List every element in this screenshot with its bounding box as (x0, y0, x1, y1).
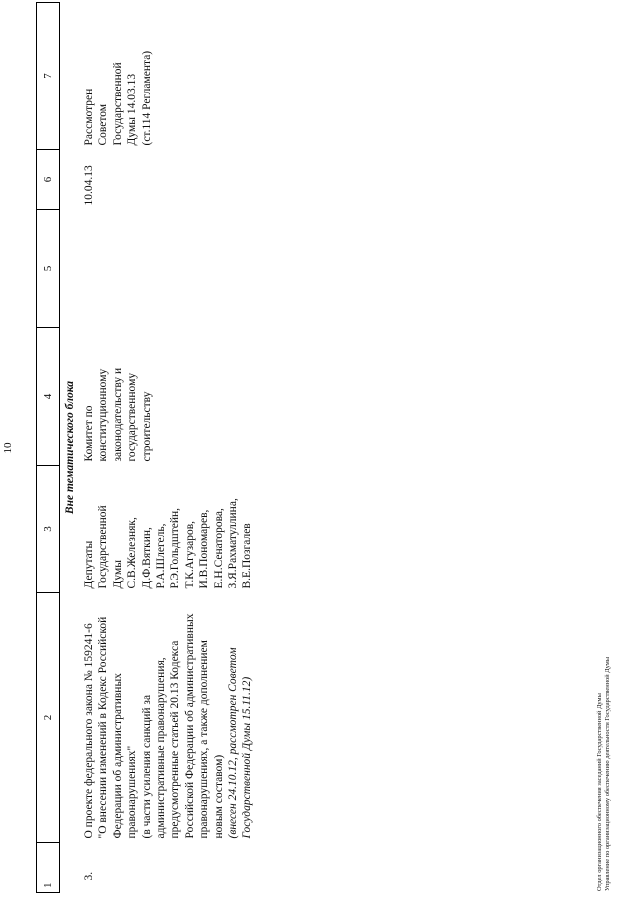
status-line: Думы 14.03.13 (126, 73, 139, 146)
section-row (60, 3, 81, 893)
column-number: 2 (37, 593, 60, 843)
description-line: (в части усиления санкций за (140, 694, 153, 839)
description-line: административные правонарушения, (155, 657, 168, 839)
committee-line: государственному (126, 372, 139, 462)
author-line: Т.К.Агузаров, (183, 520, 196, 589)
column5-cell (80, 210, 255, 328)
item-number: 3. (83, 871, 95, 881)
description-line: правонарушениях" (126, 745, 139, 839)
date-cell (80, 150, 255, 210)
authors-cell (80, 466, 255, 593)
description-line: предусмотренные статьей 20.13 Кодекса (169, 640, 182, 839)
author-line: Р.Э.Гольдштейн, (169, 507, 182, 589)
committee-cell (80, 328, 255, 466)
author-line: Р.А.Шлегель, (155, 523, 168, 589)
column-number-row (37, 3, 60, 893)
author-line: Думы (111, 560, 124, 589)
column-number: 6 (37, 150, 60, 210)
author-line: Д.Ф.Вяткин, (140, 527, 153, 589)
date-value: 10.04.13 (83, 165, 95, 206)
description-line: Российской Федерации об административных (183, 613, 196, 839)
status-line: Рассмотрен (83, 88, 95, 146)
author-line: В.Е.Позгалев (241, 523, 254, 589)
footer (596, 657, 612, 891)
column-number: 4 (37, 328, 60, 466)
bill-description-cell (80, 593, 255, 843)
author-line: Е.Н.Сенаторова, (212, 508, 225, 589)
column-number: 5 (37, 210, 60, 328)
description-line: О проекте федерального закона № 159241-6 (83, 623, 95, 839)
committee-line: Комитет по (83, 405, 95, 462)
status-cell (80, 3, 255, 150)
footer-line: Отдел организационного обеспечения заседаний Государственной Думы (596, 693, 603, 891)
committee-line: строительству (140, 391, 153, 462)
description-line: новым составом) (212, 754, 225, 839)
status-line: Государственной (111, 62, 124, 146)
page-number: 10 (2, 442, 14, 454)
description-line: Федерации об административных (111, 673, 124, 839)
agenda-table (36, 2, 255, 893)
description-line: правонарушениях, а также дополнением (198, 640, 211, 839)
author-line: С.В.Железняк, (126, 517, 139, 589)
item-number-cell (80, 843, 255, 893)
column-number: 7 (37, 3, 60, 150)
table-row (80, 3, 255, 893)
description-line: "О внесении изменений в Кодекс Российской (97, 616, 110, 839)
committee-line: конституционному (97, 368, 110, 462)
committee-line: законодательству и (111, 367, 124, 462)
column-number: 3 (37, 466, 60, 593)
column-number: 1 (37, 843, 60, 893)
author-line: Депутаты (83, 540, 95, 589)
author-line: И.В.Пономарев, (198, 509, 211, 589)
author-line: З.Я.Рахматуллина, (227, 498, 240, 589)
status-line: (ст.114 Регламента) (140, 50, 153, 146)
section-title: Вне тематического блока (63, 380, 76, 515)
status-line: Советом (97, 103, 110, 146)
footer-line: Управление по организационному обеспечению деятельности Государственной Думы (604, 656, 611, 891)
description-note-line: Государственной Думы 15.11.12) (241, 676, 254, 839)
description-note-line: (внесен 24.10.12, рассмотрен Советом (227, 647, 240, 839)
author-line: Государственной (97, 505, 110, 589)
